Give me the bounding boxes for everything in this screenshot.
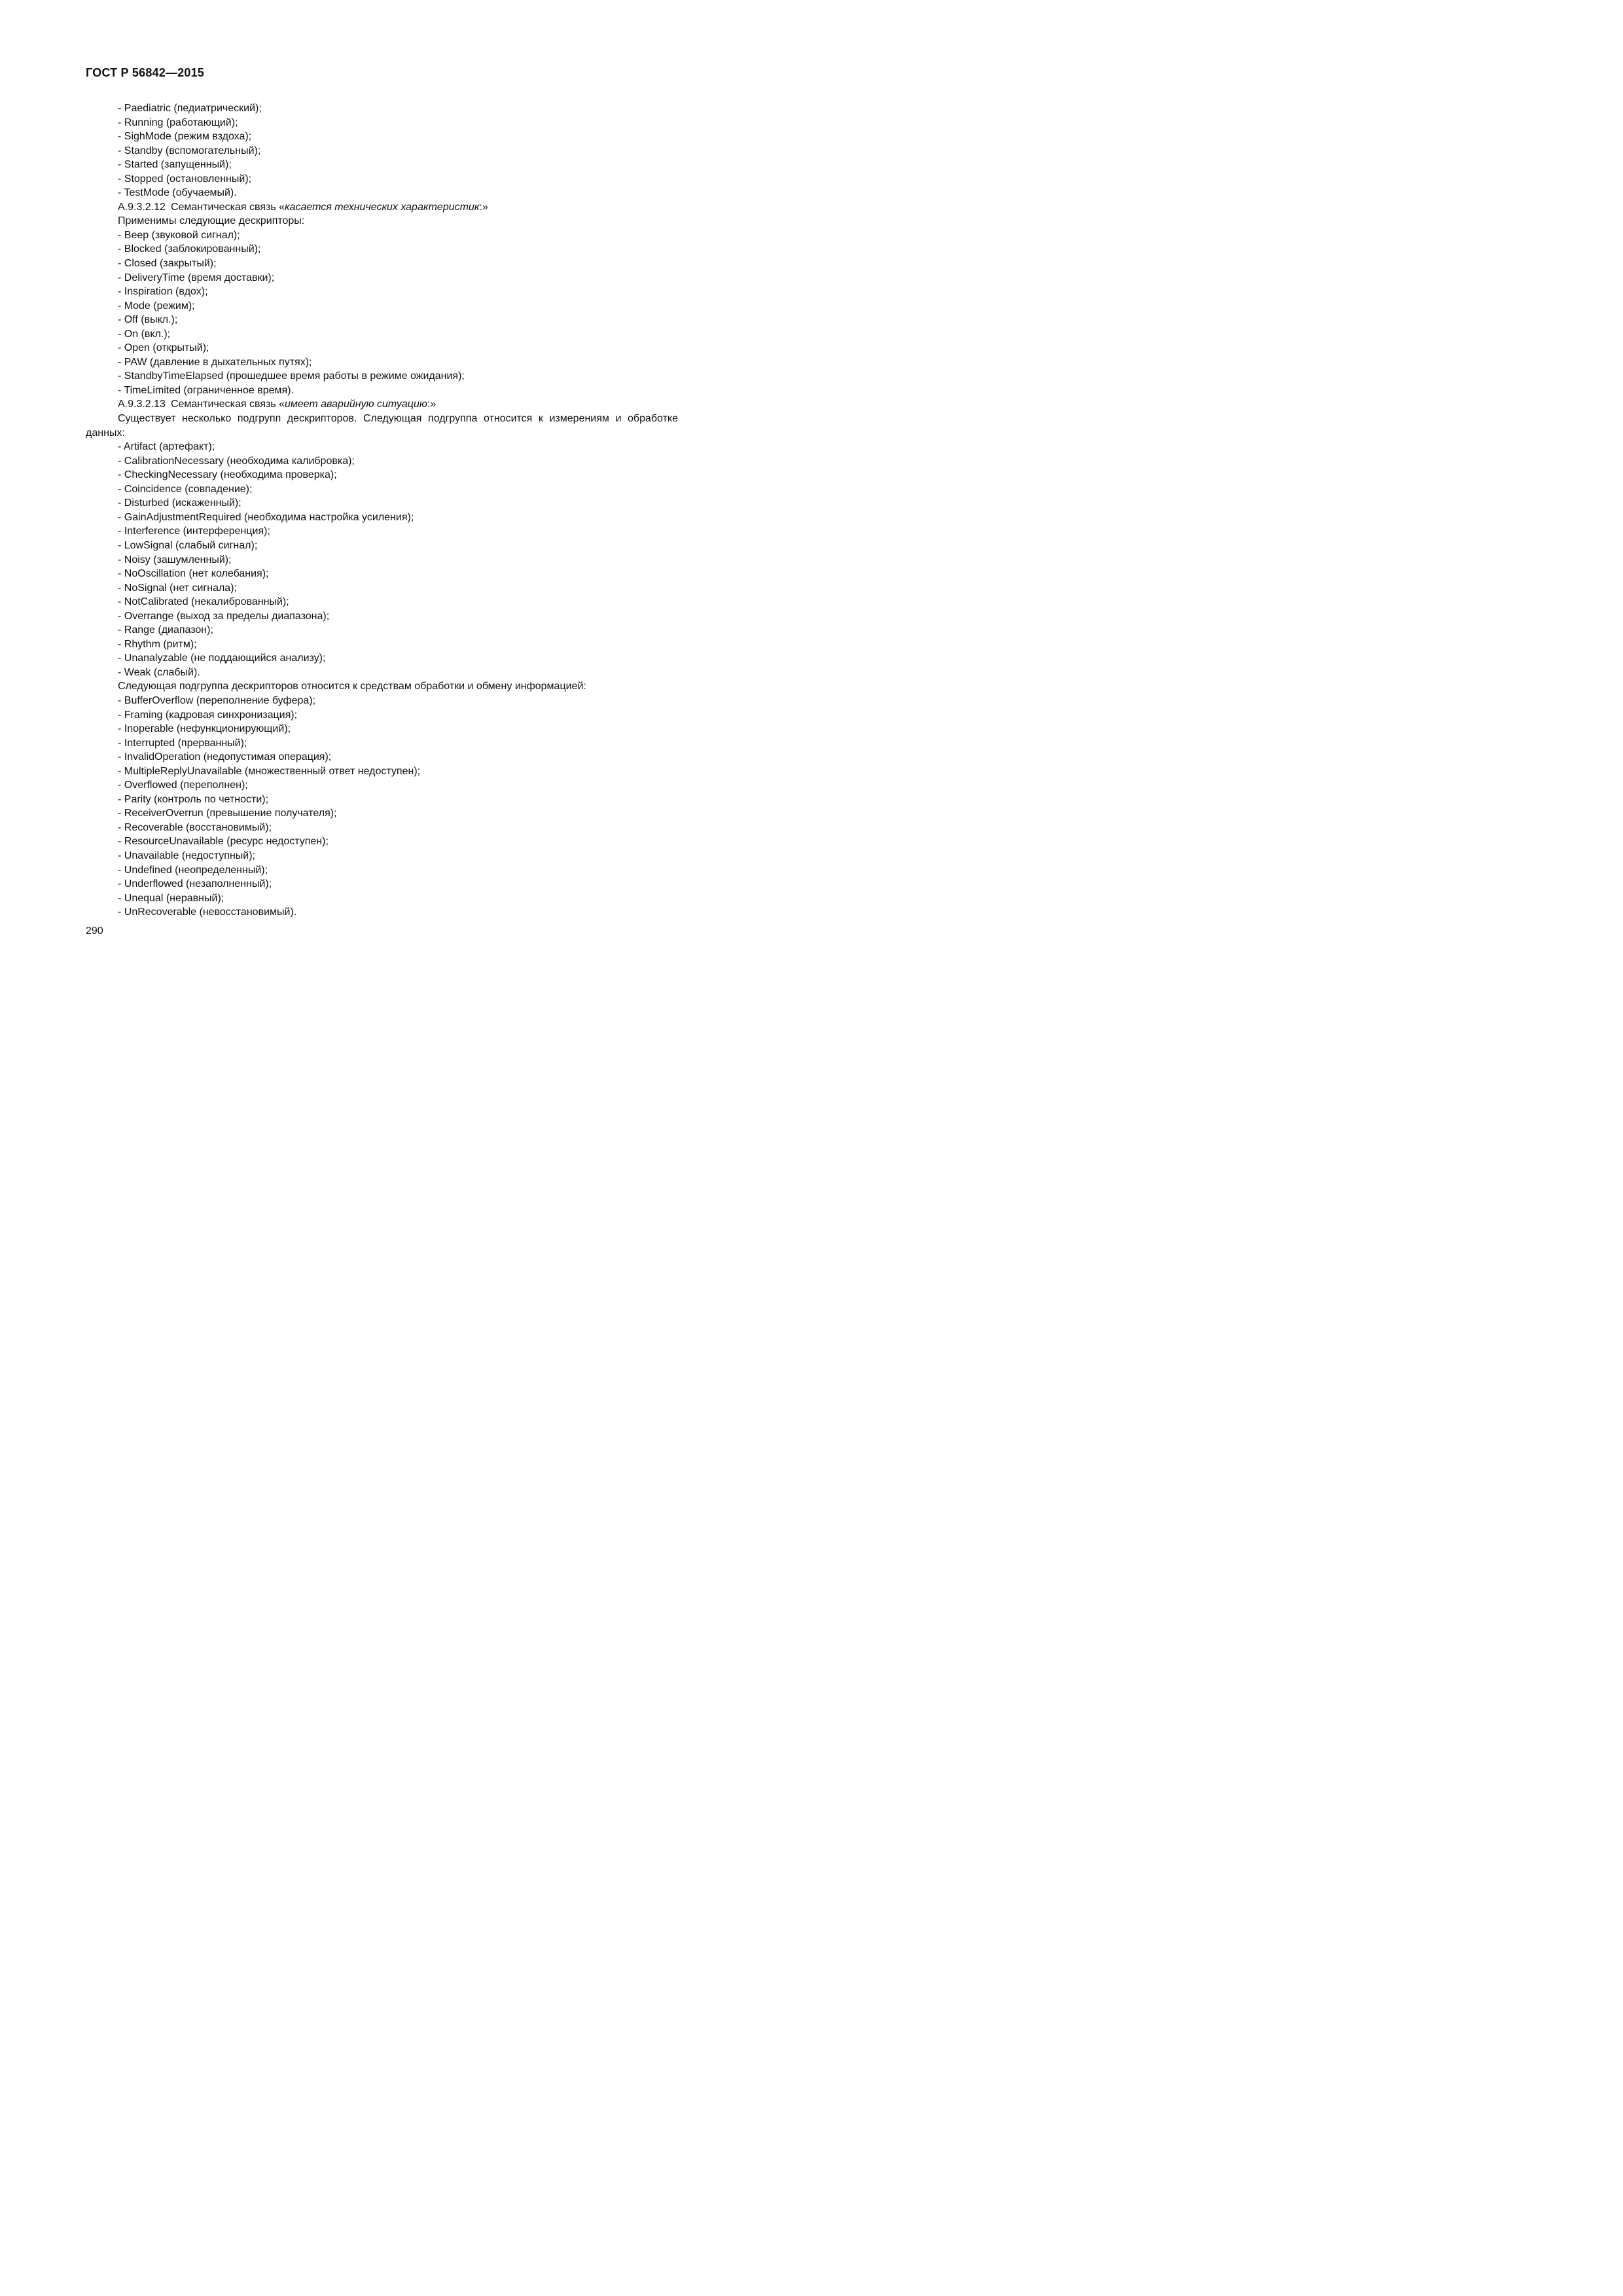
list-item: - On (вкл.);	[118, 328, 171, 340]
list-item: - Parity (контроль по четности);	[118, 793, 269, 805]
list-item: - NoSignal (нет сигнала);	[118, 582, 237, 594]
list-item: - Artifact (артефакт);	[118, 441, 215, 453]
section-intro-paragraph: Существует несколько подгрупп дескрипторов. Следующая подгруппа относится к измерениям и обработке данных:	[86, 413, 678, 439]
list-item: - NoOscillation (нет колебания);	[118, 568, 269, 580]
list-item: - Undefined (неопределенный);	[118, 864, 268, 876]
list-item: - ResourceUnavailable (ресурс недоступен);	[118, 836, 329, 848]
list-item: - NotCalibrated (некалиброванный);	[118, 596, 289, 608]
list-item: - Recoverable (восстановимый);	[118, 821, 272, 833]
list-item: - Range (диапазон);	[118, 624, 213, 636]
list-item: - Unavailable (недоступный);	[118, 850, 255, 861]
list-item: - PAW (давление в дыхательных путях);	[118, 356, 312, 368]
list-item: - Paediatric (педиатрический);	[118, 103, 262, 114]
list-item: - StandbyTimeElapsed (прошедшее время работы в режиме ожидания);	[118, 370, 465, 382]
list-item: - TimeLimited (ограниченное время).	[118, 384, 294, 396]
list-item: - Standby (вспомогательный);	[118, 145, 261, 156]
section-title-suffix: :»	[427, 399, 437, 410]
section-heading-a-9-3-2-13	[86, 397, 678, 412]
list-item: - DeliveryTime (время доставки);	[118, 272, 275, 283]
list-item: - Started (запущенный);	[118, 159, 232, 171]
list-item: - SighMode (режим вздоха);	[118, 131, 252, 143]
list-item: - Underflowed (незаполненный);	[118, 878, 272, 890]
section-title-suffix: :»	[479, 201, 488, 213]
list-item: - CalibrationNecessary (необходима калибровка);	[118, 455, 355, 467]
section-number: A.9.3.2.13	[118, 399, 166, 410]
list-item: - Unanalyzable (не поддающийся анализу);	[118, 653, 326, 664]
list-item: - UnRecoverable (невосстановимый).	[118, 906, 297, 918]
list-item: - Running (работающий);	[118, 117, 238, 128]
list-item: - Framing (кадровая синхронизация);	[118, 709, 298, 721]
list-item: - LowSignal (слабый сигнал);	[118, 539, 258, 551]
list-item: - Mode (режим);	[118, 300, 195, 312]
list-item: - Weak (слабый).	[118, 666, 200, 678]
list-item: - InvalidOperation (недопустимая операция);	[118, 751, 332, 763]
list-item: - Rhythm (ритм);	[118, 638, 197, 650]
section-title-italic: имеет аварийную ситуацию	[285, 399, 427, 410]
list-item: - TestMode (обучаемый).	[118, 187, 237, 199]
section-title-prefix: Семантическая связь «	[170, 201, 285, 213]
section-intro: Применимы следующие дескрипторы:	[118, 215, 305, 227]
list-item: - Inoperable (нефункционирующий);	[118, 723, 291, 735]
list-item: - Stopped (остановленный);	[118, 173, 252, 185]
list-item: - GainAdjustmentRequired (необходима настройка усиления);	[118, 511, 414, 523]
list-item: - Overrange (выход за пределы диапазона);	[118, 610, 330, 622]
list-item: - ReceiverOverrun (превышение получателя);	[118, 808, 337, 819]
section-number: A.9.3.2.12	[118, 201, 166, 213]
list-item: - Open (открытый);	[118, 342, 209, 354]
list-item: - Noisy (зашумленный);	[118, 554, 232, 565]
list-item: - Closed (закрытый);	[118, 258, 217, 270]
list-item: - Unequal (неравный);	[118, 892, 224, 904]
list-item: - Beep (звуковой сигнал);	[118, 229, 240, 241]
document-header: ГОСТ Р 56842—2015	[86, 66, 205, 79]
section-heading-a-9-3-2-12	[86, 200, 678, 215]
list-item: - Coincidence (совпадение);	[118, 483, 253, 495]
list-item: - Disturbed (искаженный);	[118, 497, 241, 509]
section-title-prefix: Семантическая связь «	[170, 399, 285, 410]
list-item: - Overflowed (переполнен);	[118, 780, 248, 791]
page-number: 290	[86, 925, 103, 937]
section-title-italic: касается технических характеристик	[285, 201, 480, 213]
list-item: - Inspiration (вдох);	[118, 286, 208, 298]
document-body	[86, 101, 678, 920]
list-item: - CheckingNecessary (необходима проверка);	[118, 469, 337, 481]
list-item: - Interrupted (прерванный);	[118, 737, 247, 749]
list-item: - MultipleReplyUnavailable (множественный ответ недоступен);	[118, 765, 421, 777]
list-item: - Interference (интерференция);	[118, 526, 270, 537]
list-item: - Off (выкл.);	[118, 314, 178, 326]
list-item: - Blocked (заблокированный);	[118, 243, 261, 255]
subgroup-intro: Следующая подгруппа дескрипторов относится к средствам обработки и обмену информацией:	[118, 681, 586, 692]
list-item: - BufferOverflow (переполнение буфера);	[118, 694, 316, 706]
